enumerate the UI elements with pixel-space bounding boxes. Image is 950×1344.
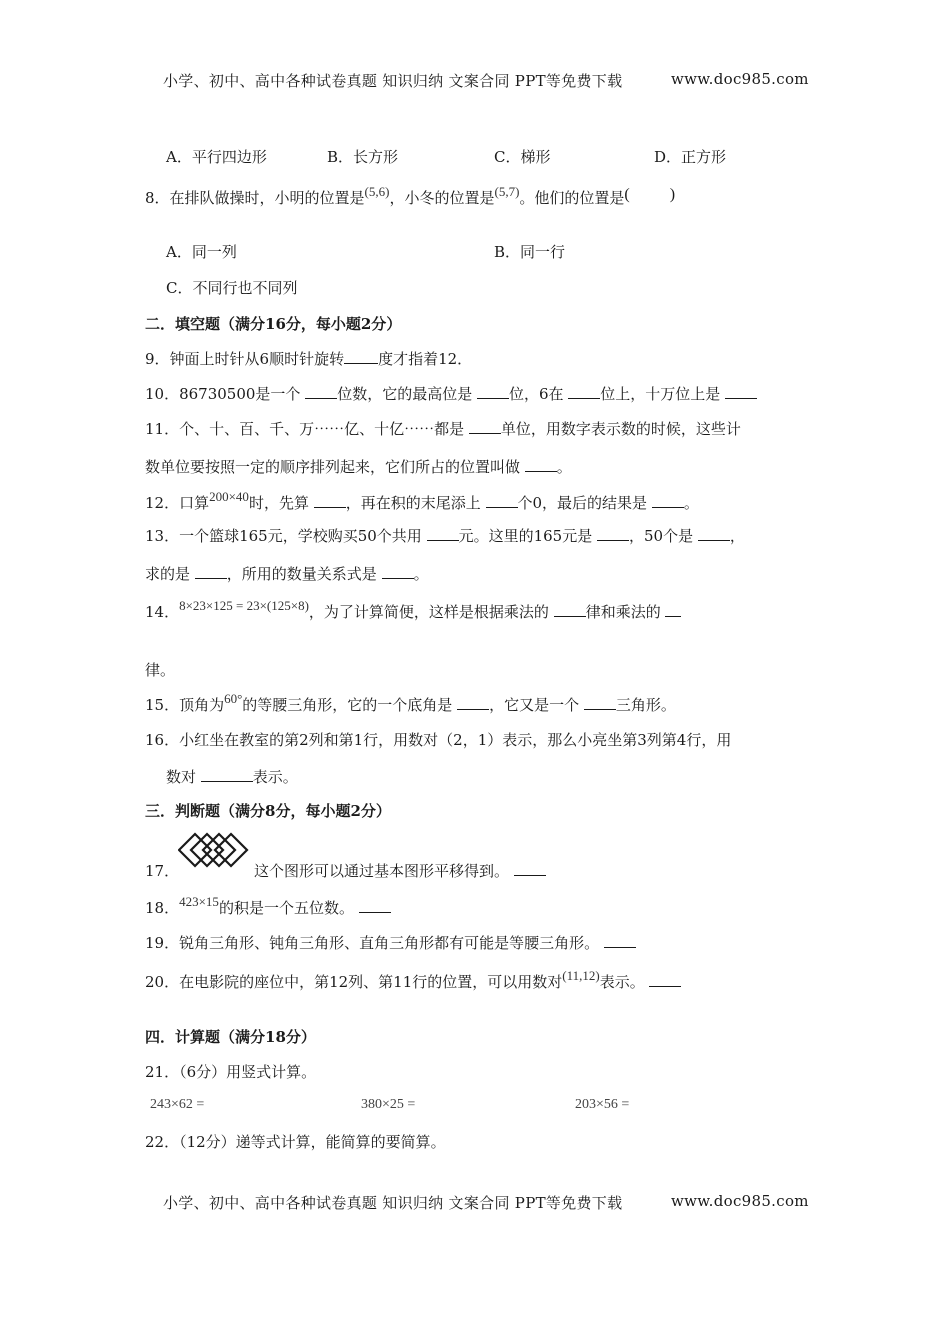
q15-text-1: 15．顶角为 <box>145 696 225 714</box>
q7-option-a: A．平行四边形 <box>166 148 267 166</box>
q11-text-2: 单位，用数字表示数的时候，这些计 <box>500 420 741 438</box>
q13-blank-2[interactable] <box>597 526 629 541</box>
question-9 <box>145 348 472 369</box>
q12-text-3: ，再在积的末尾添上 <box>345 494 486 512</box>
q16-text-2: 数对 <box>166 768 201 786</box>
q14-text-3: 律和乘法的 <box>585 603 666 621</box>
q10-blank-4[interactable] <box>725 384 757 399</box>
q11-blank-2[interactable] <box>525 457 557 472</box>
q15-text-3: ，它又是一个 <box>489 696 584 714</box>
q12-blank-3[interactable] <box>652 493 684 508</box>
q18-text: 的积是一个五位数。 <box>218 899 359 917</box>
question-15 <box>145 691 676 715</box>
q13-blank-3[interactable] <box>698 526 730 541</box>
question-11-line-2 <box>145 456 572 477</box>
question-19 <box>145 932 636 953</box>
q7-option-c: C．梯形 <box>494 148 551 166</box>
q21-expression-2: 380×25 = <box>361 1097 416 1112</box>
footer-url[interactable] <box>671 1192 809 1210</box>
question-20 <box>145 968 681 992</box>
question-14-line-2: 律。 <box>145 661 176 679</box>
q10-text-2: 位数，它的最高位是 <box>337 385 477 403</box>
q16-blank[interactable] <box>201 767 253 782</box>
q10-text-3: 位，6在 <box>508 385 569 403</box>
section-2-title: 二．填空题（满分16分，每小题2分） <box>145 315 402 333</box>
q21-expression-3: 203×56 = <box>575 1097 630 1112</box>
q8-paren-open: ( <box>624 186 630 203</box>
q12-blank-1[interactable] <box>314 493 346 508</box>
q7-option-b: B．长方形 <box>327 148 399 166</box>
q20-blank[interactable] <box>649 972 681 987</box>
q8-option-b: B．同一行 <box>494 243 566 261</box>
q17-blank[interactable] <box>514 861 546 876</box>
diamond-4 <box>215 834 247 866</box>
q8-coord-xiaodong: (5,7) <box>494 184 520 199</box>
q10-blank-1[interactable] <box>305 384 337 399</box>
question-13-line-2 <box>145 563 429 584</box>
q12-text-2: 时，先算 <box>248 494 314 512</box>
q10-blank-2[interactable] <box>477 384 509 399</box>
q10-text-4: 位上，十万位上是 <box>600 385 726 403</box>
q20-text-2: 表示。 <box>599 973 650 991</box>
q13-text-4: ， <box>729 527 745 545</box>
q13-text-2: 元。这里的165元是 <box>458 527 597 545</box>
q12-text-4: 个0，最后的结果是 <box>517 494 652 512</box>
q11-text-1: 11．个、十、百、千、万⋯⋯亿、十亿⋯⋯都是 <box>145 420 469 438</box>
q12-text-5: 。 <box>683 494 699 512</box>
q12-text-1: 12．口算 <box>145 494 210 512</box>
q10-text-1: 10．86730500是一个 <box>145 385 306 403</box>
question-11-line-1 <box>145 418 741 439</box>
header-text: 小学、初中、高中各种试卷真题 知识归纳 文案合同 PPT等免费下载 <box>163 72 623 90</box>
q11-blank-1[interactable] <box>469 419 501 434</box>
page-footer <box>163 1192 622 1213</box>
question-16-line-2 <box>166 766 298 787</box>
header-url[interactable] <box>671 70 809 88</box>
diamond-chain-figure <box>178 830 252 870</box>
q14-blank-1[interactable] <box>554 602 586 617</box>
q19-text: 19．锐角三角形、钝角三角形、直角三角形都有可能是等腰三角形。 <box>145 934 604 952</box>
q8-text-2: ，小冬的位置是 <box>389 189 495 207</box>
q8-coord-xiaoming: (5,6) <box>364 184 390 199</box>
q15-blank-2[interactable] <box>584 695 616 710</box>
diamond-3 <box>203 834 235 866</box>
q8-text-3: 。他们的位置是 <box>519 189 625 207</box>
question-22: 22．（12分）递等式计算，能简算的要简算。 <box>145 1133 446 1151</box>
q13-text-5: 求的是 <box>145 565 195 583</box>
q8-paren-close: ) <box>669 186 676 203</box>
q18-blank[interactable] <box>359 898 391 913</box>
q7-option-d: D．正方形 <box>654 148 727 166</box>
question-18 <box>145 894 391 918</box>
q8-option-a: A．同一列 <box>166 243 237 261</box>
header-url-text: www.doc985.com <box>671 70 809 88</box>
q12-blank-2[interactable] <box>486 493 518 508</box>
q9-text-2: 度才指着12． <box>378 350 473 368</box>
section-3-title: 三．判断题（满分8分，每小题2分） <box>145 802 391 820</box>
q9-text-1: 9．钟面上时针从6顺时针旋转 <box>145 350 345 368</box>
q8-text-1: 8．在排队做操时，小明的位置是 <box>145 189 365 207</box>
q14-text-2: ，为了计算简便，这样是根据乘法的 <box>308 603 554 621</box>
q14-blank-2[interactable] <box>665 602 681 617</box>
q13-text-1: 13．一个篮球165元，学校购买50个共用 <box>145 527 427 545</box>
q17-text: 这个图形可以通过基本图形平移得到。 <box>254 862 514 880</box>
question-10 <box>145 383 757 404</box>
question-16-line-1: 16．小红坐在教室的第2列和第1行，用数对（2，1）表示，那么小亮坐第3列第4行，用 <box>145 731 732 749</box>
q19-blank[interactable] <box>604 933 636 948</box>
q13-text-6: ，所用的数量关系式是 <box>226 565 382 583</box>
diamond-1 <box>179 834 211 866</box>
q10-blank-3[interactable] <box>568 384 600 399</box>
q18-expression: 423×15 <box>179 894 219 909</box>
section-4-title: 四．计算题（满分18分） <box>145 1028 316 1046</box>
q20-coord: (11,12) <box>562 968 600 983</box>
q15-text-2: 的等腰三角形，它的一个底角是 <box>242 696 458 714</box>
q15-text-4: 三角形。 <box>615 696 676 714</box>
question-14 <box>145 598 681 622</box>
question-8 <box>145 184 676 208</box>
q11-text-3: 数单位要按照一定的顺序排列起来，它们所占的位置叫做 <box>145 458 525 476</box>
diamond-2 <box>191 834 223 866</box>
q13-text-7: 。 <box>413 565 429 583</box>
q20-text-1: 20．在电影院的座位中，第12列、第11行的位置，可以用数对 <box>145 973 563 991</box>
q13-blank-1[interactable] <box>427 526 459 541</box>
q13-blank-5[interactable] <box>382 564 414 579</box>
q8-option-c: C．不同行也不同列 <box>166 279 298 297</box>
page-header <box>163 70 622 91</box>
q21-expression-1: 243×62 = <box>150 1097 205 1112</box>
q12-expression: 200×40 <box>209 489 249 504</box>
q14-expression: 8×23×125 = 23×(125×8) <box>179 598 309 613</box>
q15-angle: 60° <box>224 691 243 706</box>
q14-text-1: 14． <box>145 603 180 621</box>
q11-text-4: 。 <box>556 458 572 476</box>
q15-blank-1[interactable] <box>457 695 489 710</box>
question-17-number: 17． <box>145 862 180 880</box>
footer-text: 小学、初中、高中各种试卷真题 知识归纳 文案合同 PPT等免费下载 <box>163 1194 623 1212</box>
q9-blank[interactable] <box>344 349 378 364</box>
q13-text-3: ，50个是 <box>628 527 698 545</box>
q18-number: 18． <box>145 899 180 917</box>
q16-text-3: 表示。 <box>252 768 298 786</box>
q13-blank-4[interactable] <box>195 564 227 579</box>
question-21: 21．（6分）用竖式计算。 <box>145 1063 317 1081</box>
question-12 <box>145 489 699 513</box>
question-13-line-1 <box>145 525 745 546</box>
question-17 <box>254 860 546 881</box>
footer-url-text: www.doc985.com <box>671 1192 809 1210</box>
